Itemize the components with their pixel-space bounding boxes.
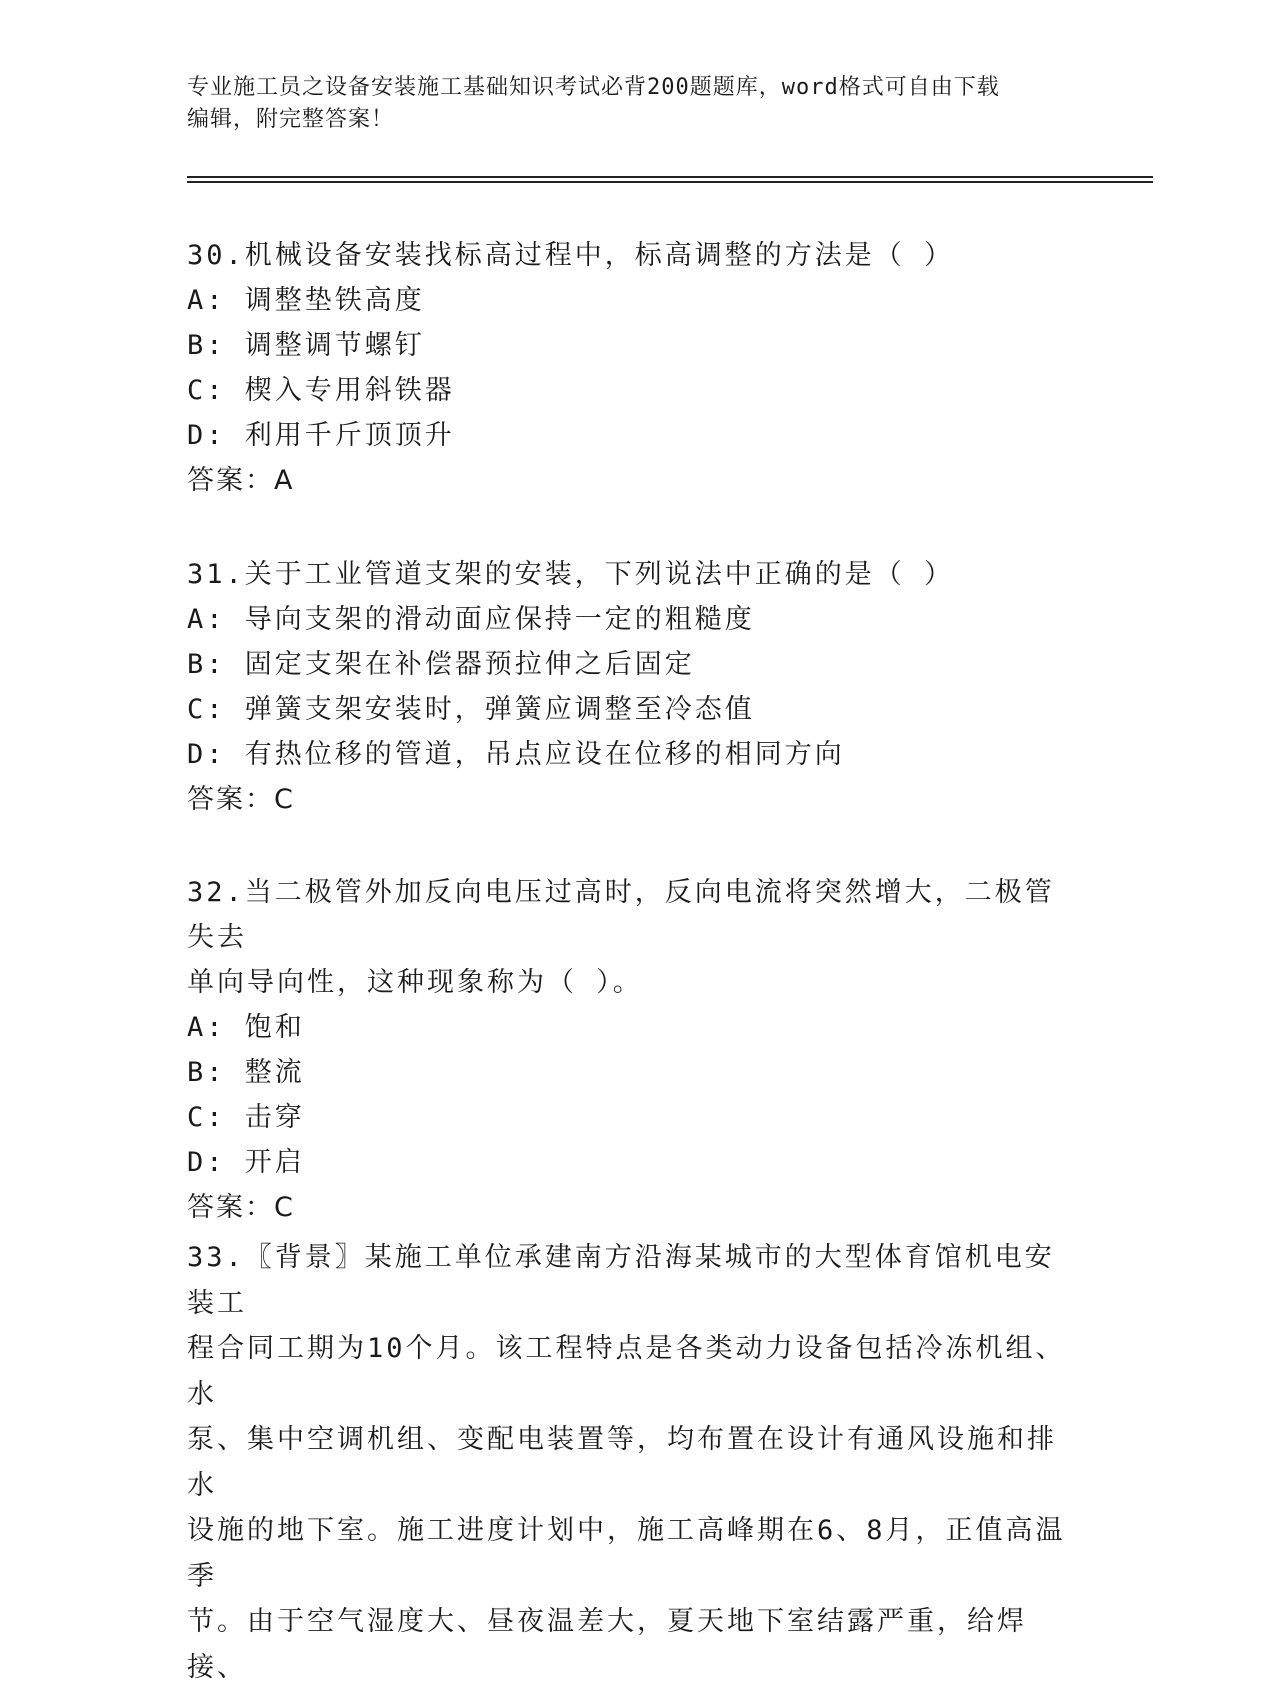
question-stem-line-1: 33.〖背景〗某施工单位承建南方沿海某城市的大型体育馆机电安装工 (187, 1242, 1055, 1319)
question-32 (187, 870, 1067, 1230)
option-b: B: 整流 (187, 1057, 305, 1088)
question-stem-line-1: 32.当二极管外加反向电压过高时，反向电流将突然增大，二极管失去 (187, 877, 1055, 953)
option-b: B: 固定支架在补偿器预拉伸之后固定 (187, 649, 695, 680)
question-stem-line-3: 泵、集中空调机组、变配电装置等，均布置在设计有通风设施和排水 (187, 1424, 1057, 1501)
header-line-2: 编辑，附完整答案！ (187, 107, 395, 132)
option-d: D: 有热位移的管道，吊点应设在位移的相同方向 (187, 739, 845, 770)
option-d: D: 开启 (187, 1147, 305, 1178)
option-a: A: 导向支架的滑动面应保持一定的粗糙度 (187, 604, 755, 635)
question-stem: 31.关于工业管道支架的安装，下列说法中正确的是（ ） (187, 559, 955, 590)
question-stem-line-5: 节。由于空气湿度大、昼夜温差大，夏天地下室结露严重，给焊接、 (187, 1606, 1027, 1683)
option-a: A: 饱和 (187, 1012, 305, 1043)
document-header (187, 72, 1067, 136)
question-30 (187, 233, 1067, 503)
option-a: A: 调整垫铁高度 (187, 285, 425, 316)
question-stem-line-2: 单向导向性，这种现象称为（ ）。 (187, 967, 643, 998)
question-31 (187, 552, 1067, 822)
option-c: C: 弹簧支架安装时，弹簧应调整至冷态值 (187, 694, 755, 725)
question-33 (187, 1235, 1067, 1690)
option-c: C: 击穿 (187, 1102, 305, 1133)
answer-line: 答案：C (187, 1192, 295, 1223)
question-stem-line-4: 设施的地下室。施工进度计划中，施工高峰期在6、8月，正值高温季 (187, 1515, 1066, 1592)
header-divider-bottom (187, 181, 1153, 183)
question-stem: 30.机械设备安装找标高过程中，标高调整的方法是（ ） (187, 240, 955, 271)
answer-line: 答案：A (187, 465, 295, 496)
option-d: D: 利用千斤顶顶升 (187, 420, 455, 451)
option-b: B: 调整调节螺钉 (187, 330, 425, 361)
header-divider-top (187, 176, 1153, 178)
question-stem-line-2: 程合同工期为10个月。该工程特点是各类动力设备包括冷冻机组、水 (187, 1333, 1066, 1410)
answer-line: 答案：C (187, 784, 295, 815)
header-line-1: 专业施工员之设备安装施工基础知识考试必背200题题库，word格式可自由下载 (187, 75, 1000, 100)
option-c: C: 楔入专用斜铁器 (187, 375, 455, 406)
